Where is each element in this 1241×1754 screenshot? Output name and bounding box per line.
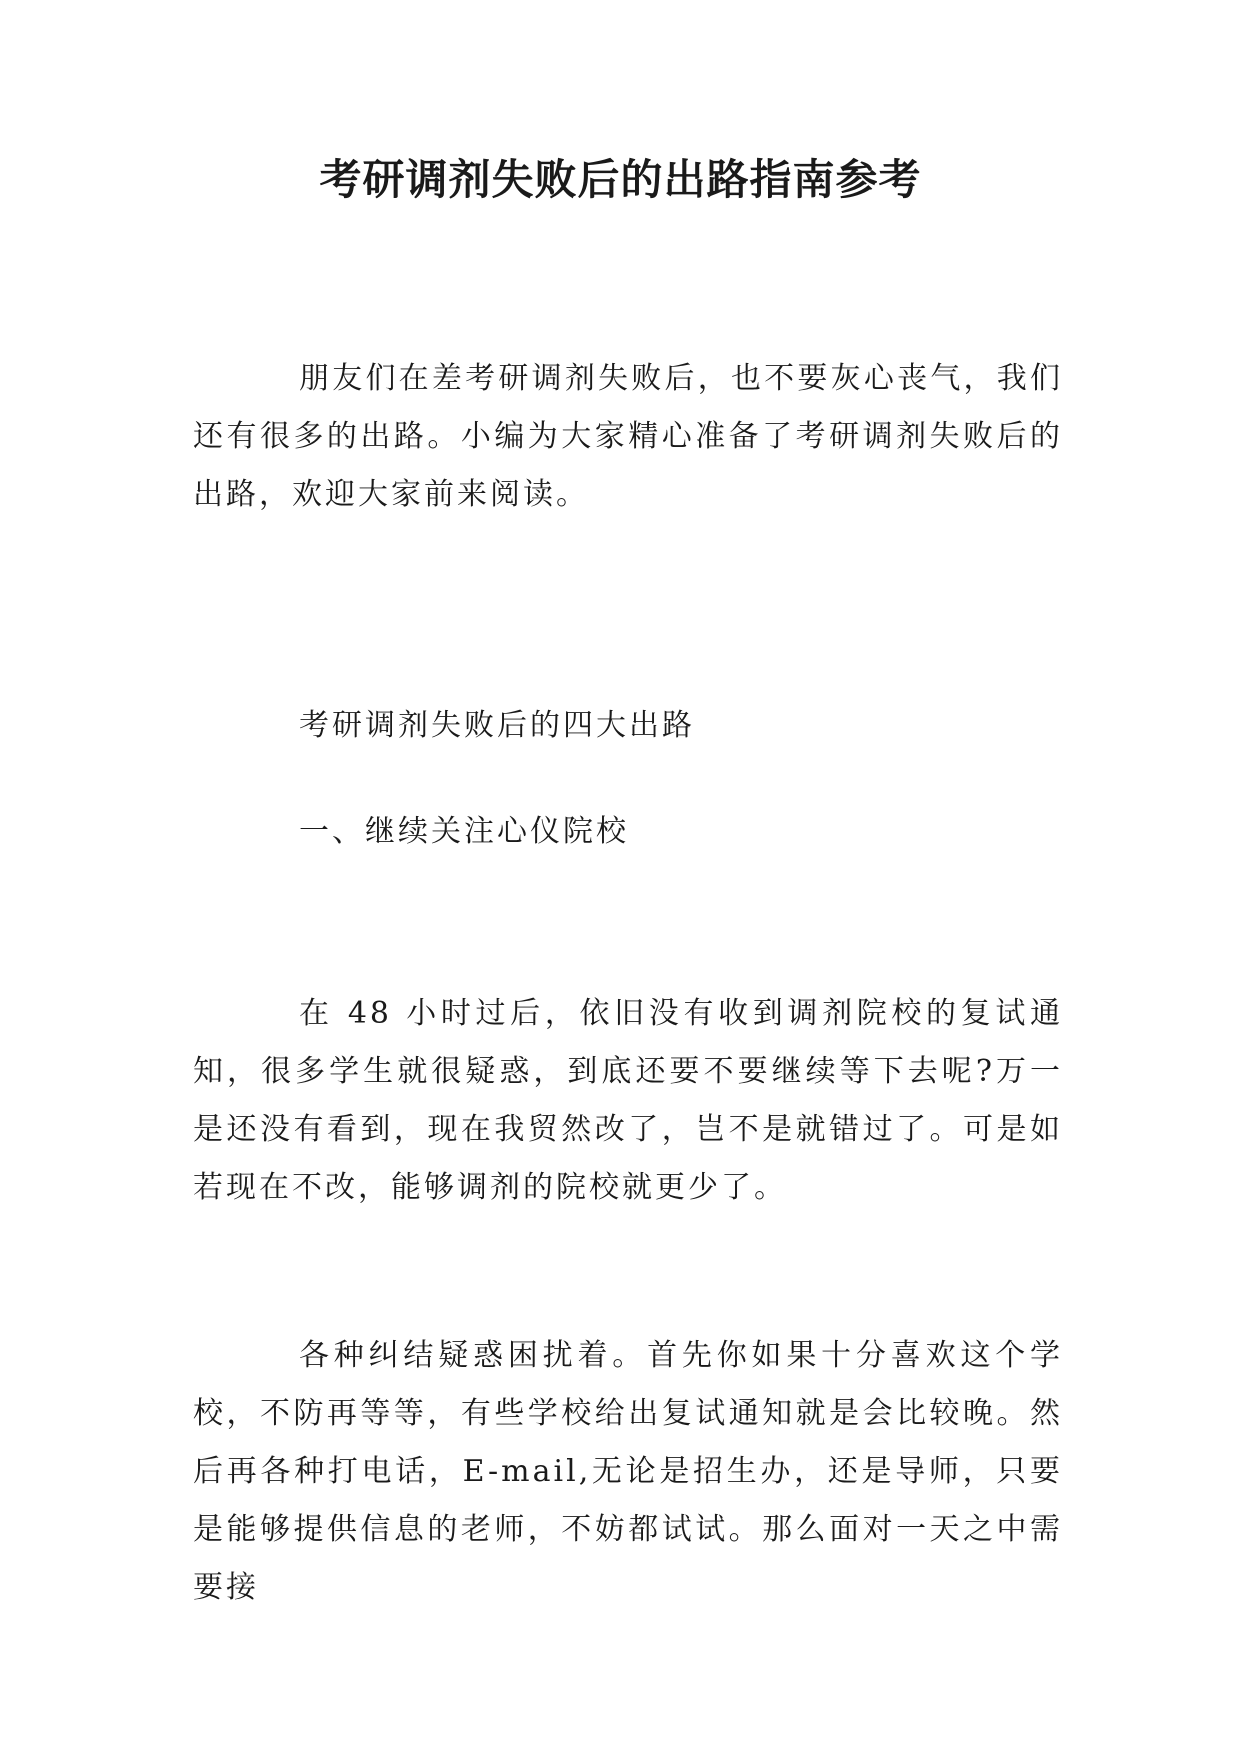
body-paragraph: 各种纠结疑惑困扰着。首先你如果十分喜欢这个学校，不防再等等，有些学校给出复试通知就是会比较晚。然后再各种打电话，E-mail,无论是招生办，还是导师，只要是能够提供信息的老师，不妨都试试。那么面对一天之中需要接 [193,1338,1063,1605]
intro-paragraph: 朋友们在差考研调剂失败后，也不要灰心丧气，我们还有很多的出路。小编为大家精心准备了考研调剂失败后的出路，欢迎大家前来阅读。 [193,361,1063,512]
document-title: 考研调剂失败后的出路指南参考 [319,155,922,204]
body-paragraph: 在 48 小时过后，依旧没有收到调剂院校的复试通知，很多学生就很疑惑，到底还要不要继续等下去呢?万一是还没有看到，现在我贸然改了，岂不是就错过了。可是如若现在不改，能够调剂的院校就更少了。 [193,996,1063,1205]
subsection-heading: 一、继续关注心仪院校 [299,814,629,849]
section-heading: 考研调剂失败后的四大出路 [299,708,695,743]
